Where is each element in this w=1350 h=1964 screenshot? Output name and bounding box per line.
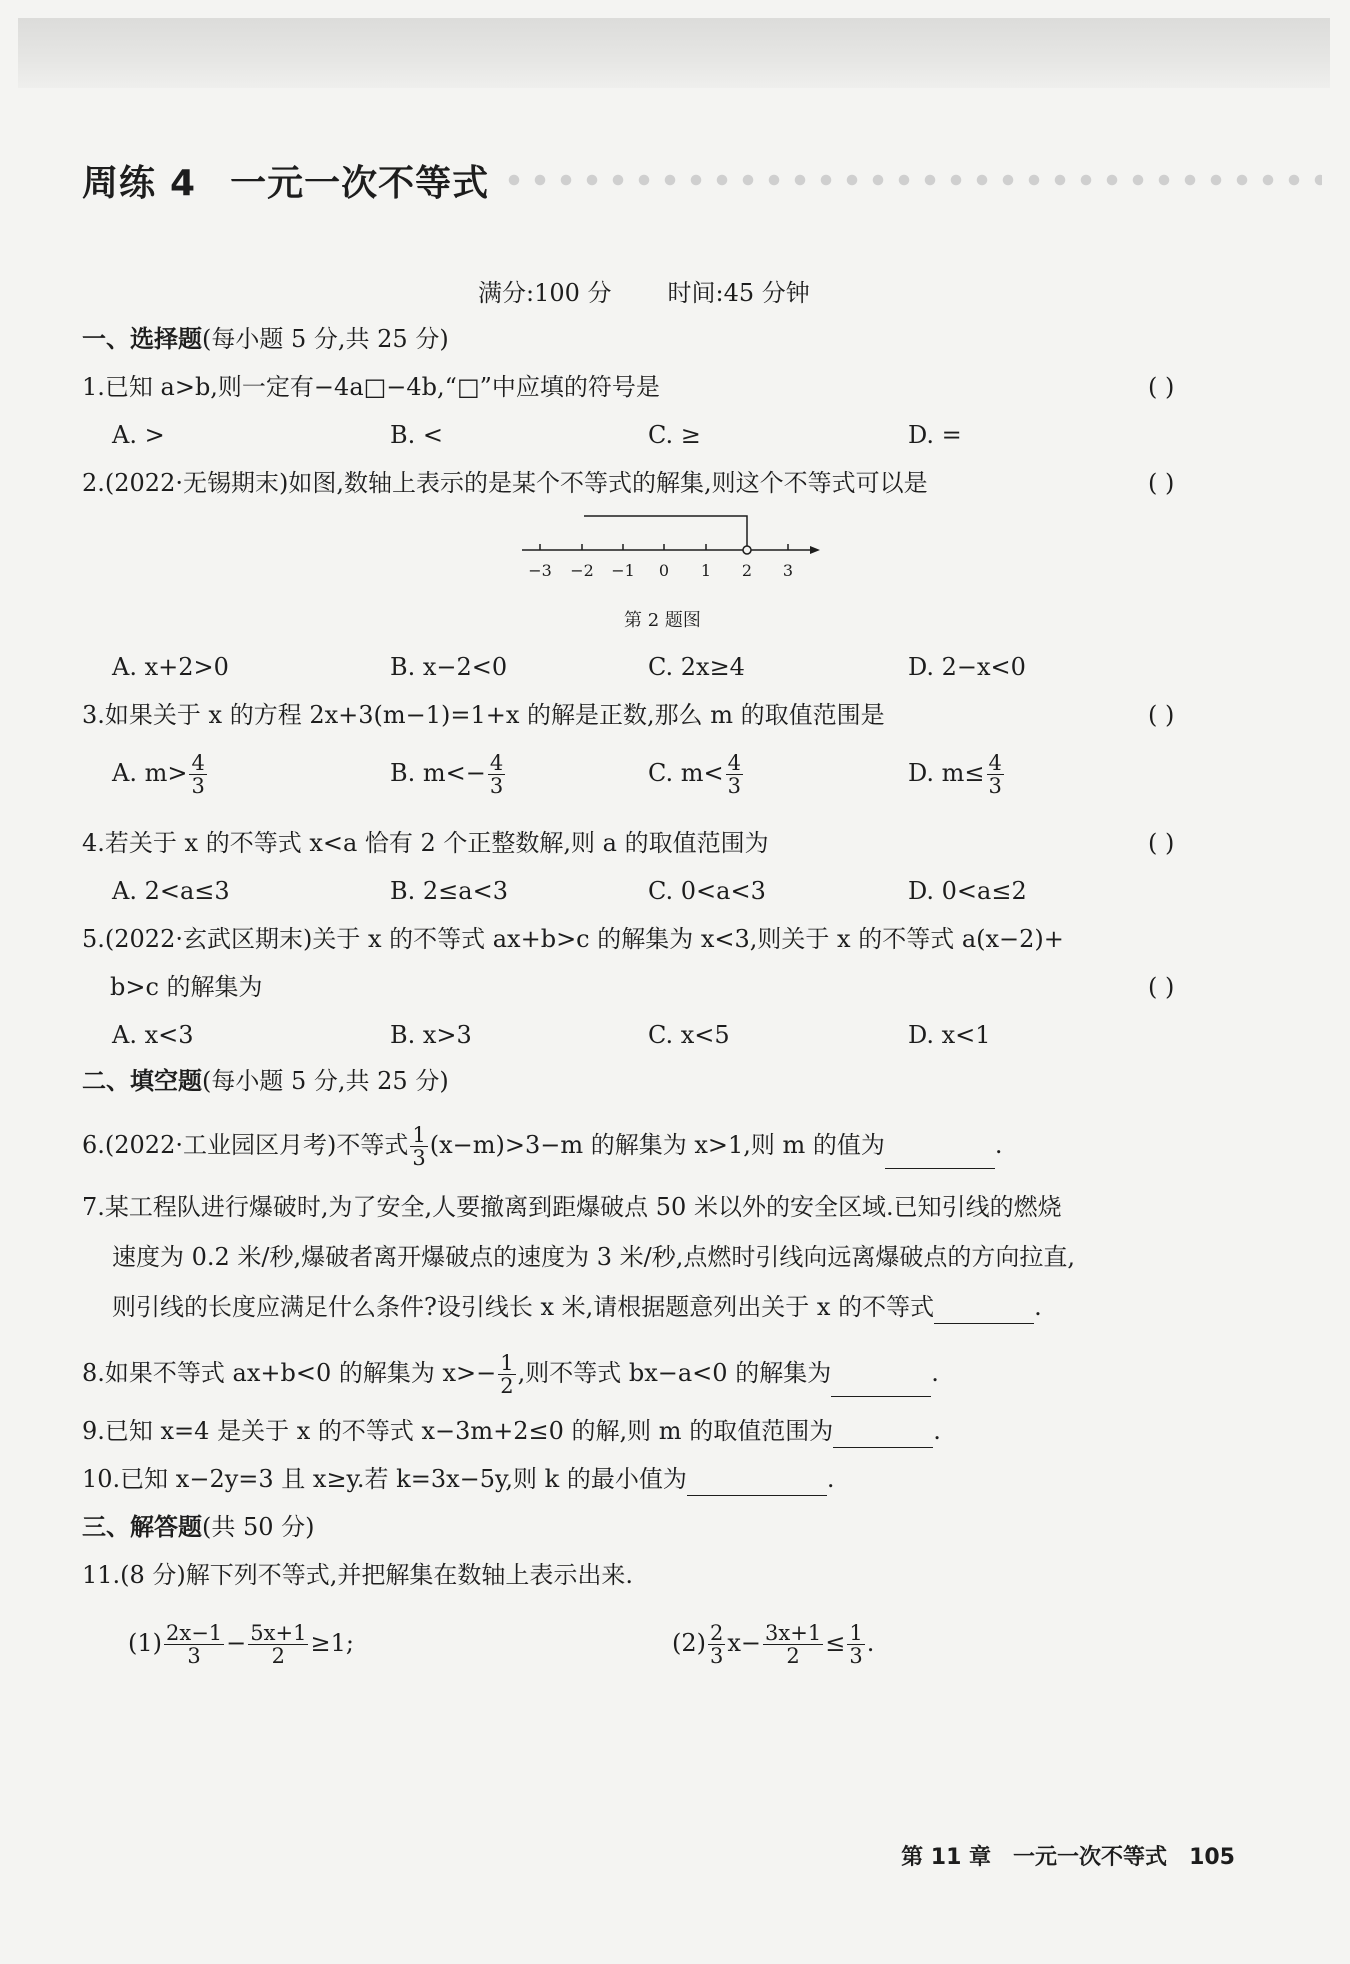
page-footer [901,1840,1235,1871]
q7-line-3 [112,1290,1042,1324]
title-number: 4 [170,162,197,204]
q3-option-a [112,752,209,797]
tick-label: −2 [570,561,594,580]
q7-end: . [1034,1293,1042,1321]
q6-text-post: (x−m)>3−m 的解集为 x>1,则 m 的值为 [429,1131,885,1159]
section-3-title: 三、解答题 [82,1513,202,1541]
q11-p2-fraction-1: $\frac{2}{3}$ [710,1621,724,1668]
q11-p2-mid: x− [727,1629,762,1657]
q5-option-c: C. x<5 [648,1021,730,1049]
q7-answer-blank[interactable] [934,1297,1034,1324]
q3-a-fraction: $\frac{4}{3}$ [191,751,205,798]
q8 [82,1352,939,1397]
q10 [82,1462,834,1496]
section-1-note: (每小题 5 分,共 25 分) [202,325,449,353]
q4-answer-paren[interactable]: ( ) [1148,829,1175,857]
title-dot-leader [501,173,1322,187]
q7-line-1: 7.某工程队进行爆破时,为了安全,人要撤离到距爆破点 50 米以外的安全区域.已知引线的燃烧 [82,1193,1062,1221]
q2-option-a: A. x+2>0 [112,653,229,681]
q3-b-fraction: $\frac{4}{3}$ [489,751,504,798]
q3-c-text: C. m< [648,759,724,787]
q4-option-c: C. 0<a<3 [648,877,766,905]
q3-option-c [648,752,745,797]
q5-answer-paren[interactable]: ( ) [1148,973,1175,1001]
q2-option-d: D. 2−x<0 [908,653,1026,681]
page-title [82,150,1322,210]
q5-stem-line-1: 5.(2022·玄武区期末)关于 x 的不等式 ax+b>c 的解集为 x<3,则关于 x 的不等式 a(x−2)+ [82,925,1064,953]
q8-fraction: $\frac{1}{2}$ [500,1351,514,1398]
section-1-title: 一、选择题 [82,325,202,353]
q3-option-d [908,752,1006,797]
q4-stem: 4.若关于 x 的不等式 x<a 恰有 2 个正整数解,则 a 的取值范围为 [82,829,769,857]
tick-label: −1 [611,561,635,580]
q11-p2-fraction-3: $\frac{1}{3}$ [849,1621,863,1668]
open-endpoint [743,546,751,554]
q9-answer-blank[interactable] [833,1421,933,1448]
q8-text-pre: 8.如果不等式 ax+b<0 的解集为 x>− [82,1359,497,1387]
section-2-note: (每小题 5 分,共 25 分) [202,1067,449,1095]
q11-part-1 [128,1622,354,1667]
q5-option-b: B. x>3 [390,1021,472,1049]
q11-p1-end: ≥1; [310,1629,354,1657]
q5-option-a: A. x<3 [112,1021,194,1049]
tick-label: 3 [782,561,794,580]
q2-option-c: C. 2x≥4 [648,653,745,681]
q11-p2-compare: ≤ [825,1629,846,1657]
q5-option-d: D. x<1 [908,1021,991,1049]
footer-chapter: 第 11 章 [901,1845,992,1870]
q6-fraction: $\frac{1}{3}$ [412,1123,426,1170]
q3-option-b [390,752,507,797]
q11-p2-end: . [866,1629,875,1657]
q1-option-c: C. ≥ [648,421,701,449]
q9 [82,1414,941,1448]
q6 [82,1124,1003,1169]
q11-part-2 [672,1622,874,1667]
q7-line-2: 速度为 0.2 米/秒,爆破者离开爆破点的速度为 3 米/秒,点燃时引线向远离爆破点的方向拉直, [112,1243,1076,1271]
footer-title: 一元一次不等式 [1013,1845,1168,1870]
q11-part-2-label: (2) [672,1629,706,1657]
section-3-header [82,1510,315,1544]
q1-option-a: A. > [112,421,165,449]
q10-answer-blank[interactable] [687,1469,827,1496]
q11-p2-fraction-2: $\frac{3x+1}{2}$ [765,1621,822,1668]
tick-label: 1 [700,561,712,580]
q2-answer-paren[interactable]: ( ) [1148,469,1175,497]
q11-p1-fraction-2: $\frac{5x+1}{2}$ [250,1621,307,1668]
number-line-arrow [810,546,820,554]
q2-figure-caption: 第 2 题图 [624,610,701,631]
exam-meta [478,276,810,310]
q4-option-b: B. 2≤a<3 [390,877,508,905]
q6-end: . [994,1131,1003,1159]
title-main: 一元一次不等式 [230,162,490,204]
section-2-header [82,1064,449,1098]
tick-label: −3 [528,561,552,580]
q6-answer-blank[interactable] [885,1142,995,1169]
q4-option-a: A. 2<a≤3 [112,877,230,905]
q2-stem: 2.(2022·无锡期末)如图,数轴上表示的是某个不等式的解集,则这个不等式可以是 [82,469,928,497]
q3-d-text: D. m≤ [908,759,985,787]
q7-line-3-text: 则引线的长度应满足什么条件?设引线长 x 米,请根据题意列出关于 x 的不等式 [112,1293,935,1321]
q2-option-b: B. x−2<0 [390,653,508,681]
q3-b-text: B. m<− [390,759,486,787]
page-number: 105 [1189,1845,1235,1870]
q8-text-post: ,则不等式 bx−a<0 的解集为 [517,1359,832,1387]
q11-stem: 11.(8 分)解下列不等式,并把解集在数轴上表示出来. [82,1561,634,1589]
q9-end: . [933,1417,941,1445]
q9-text: 9.已知 x=4 是关于 x 的不等式 x−3m+2≤0 的解,则 m 的取值范围为 [82,1417,834,1445]
q8-end: . [931,1359,939,1387]
q3-c-fraction: $\frac{4}{3}$ [727,751,742,798]
q10-end: . [826,1465,835,1493]
q11-p1-minus: − [226,1629,247,1657]
solution-set-bracket [584,516,747,546]
q3-answer-paren[interactable]: ( ) [1148,701,1175,729]
q8-answer-blank[interactable] [831,1370,931,1397]
q2-number-line-figure [510,508,830,588]
section-3-note: (共 50 分) [202,1513,315,1541]
title-text [82,155,489,206]
full-score: 满分:100 分 [478,279,612,307]
q11-part-1-label: (1) [128,1629,162,1657]
q11-p1-fraction-1: $\frac{2x-1}{3}$ [166,1621,223,1668]
q1-answer-paren[interactable]: ( ) [1148,373,1175,401]
title-prefix: 周练 [82,162,157,204]
tick-label: 2 [741,561,753,580]
q1-option-d: D. = [908,421,962,449]
section-1-header [82,322,449,356]
q5-stem-line-2: b>c 的解集为 [110,973,263,1001]
q3-stem: 3.如果关于 x 的方程 2x+3(m−1)=1+x 的解是正数,那么 m 的取值范围是 [82,701,885,729]
q3-d-fraction: $\frac{4}{3}$ [988,751,1002,798]
section-2-title: 二、填空题 [82,1067,202,1095]
tick-label: 0 [658,561,670,580]
time-limit: 时间:45 分钟 [667,279,810,307]
q4-option-d: D. 0<a≤2 [908,877,1027,905]
q1-option-b: B. < [390,421,444,449]
q1-stem: 1.已知 a>b,则一定有−4a□−4b,“□”中应填的符号是 [82,373,660,401]
q10-text: 10.已知 x−2y=3 且 x≥y.若 k=3x−5y,则 k 的最小值为 [82,1465,687,1493]
q3-a-text: A. m> [112,759,188,787]
q6-text-pre: 6.(2022·工业园区月考)不等式 [82,1131,409,1159]
